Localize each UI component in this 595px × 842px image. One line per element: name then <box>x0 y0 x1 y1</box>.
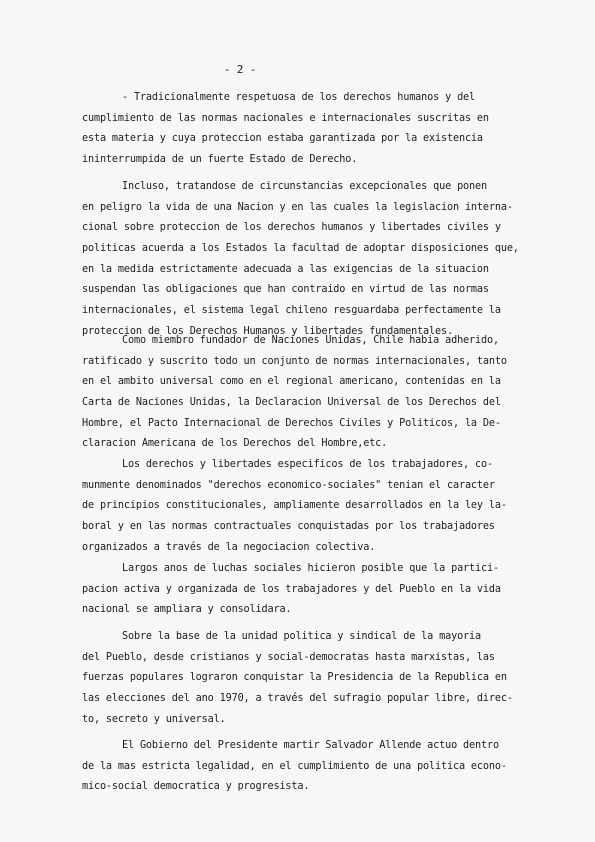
text-line: boral y en las normas contractuales conquistadas por los trabajadores <box>82 521 495 533</box>
text-line: cumplimiento de las normas nacionales e internacionales suscritas en <box>82 112 489 124</box>
paragraph-workers-rights <box>82 455 522 558</box>
paragraph-allende-government <box>82 736 522 798</box>
text-line: esta materia y cuya proteccion estaba garantizada por la existencia <box>82 133 483 145</box>
text-line: ratificado y suscrito todo un conjunto de normas internacionales, tanto <box>82 355 507 367</box>
text-line: en el ambito universal como en el regional americano, contenidas en la <box>82 376 501 388</box>
text-line: nacional se ampliara y consolidara. <box>82 604 292 616</box>
text-line: Hombre, el Pacto Internacional de Derechos Civiles y Politicos, la De- <box>82 417 501 429</box>
paragraph-political-unity <box>82 627 522 730</box>
text-line: internacionales, el sistema legal chileno resguardaba perfectamente la <box>82 305 501 317</box>
paragraph-united-nations <box>82 331 522 455</box>
paragraph-social-struggles <box>82 559 522 621</box>
paragraph-exceptional-circumstances <box>82 177 522 343</box>
page-number: - 2 - <box>223 63 257 76</box>
text-line: en la medida estrictamente adecuada a las exigencias de la situacion <box>82 263 489 275</box>
text-line: fuerzas populares lograron conquistar la Presidencia de la Republica en <box>82 672 507 684</box>
text-line: munmente denominados "derechos economico-sociales" tenian el caracter <box>82 479 495 491</box>
text-line: Los derechos y libertades especificos de los trabajadores, co- <box>122 459 493 470</box>
text-line: en peligro la vida de una Nacion y en las cuales la legislacion interna- <box>82 201 513 213</box>
text-line: El Gobierno del Presidente martir Salvador Allende actuo dentro <box>122 740 499 751</box>
text-line: politicas acuerda a los Estados la facultad de adoptar disposiciones que, <box>82 243 519 255</box>
text-line: del Pueblo, desde cristianos y social-democratas hasta marxistas, las <box>82 651 495 663</box>
text-line: las elecciones del ano 1970, a través del sufragio popular libre, direc- <box>82 693 513 705</box>
text-line: - Tradicionalmente respetuosa de los derechos humanos y del <box>122 92 476 103</box>
text-line: Como miembro fundador de Naciones Unidas, Chile habia adherido, <box>122 335 499 346</box>
text-line: cional sobre proteccion de los derechos humanos y libertades civiles y <box>82 222 501 234</box>
paragraph-tradition <box>82 88 522 171</box>
text-line: claracion Americana de los Derechos del Hombre,etc. <box>82 438 388 450</box>
text-line: mico-social democratica y progresista. <box>82 781 310 793</box>
text-line: de principios constitucionales, ampliamente desarrollados en la ley la- <box>82 500 507 512</box>
text-line: proteccion de los Derechos Humanos y libertades fundamentales. <box>82 325 453 337</box>
text-line: pacion activa y organizada de los trabajadores y del Pueblo en la vida <box>82 583 501 595</box>
text-line: ininterrumpida de un fuerte Estado de Derecho. <box>82 154 358 166</box>
text-line: Sobre la base de la unidad politica y sindical de la mayoria <box>122 631 482 642</box>
text-line: organizados a través de la negociacion colectiva. <box>82 541 376 553</box>
text-line: de la mas estricta legalidad, en el cumplimiento de una politica econo- <box>82 760 507 772</box>
text-line: to, secreto y universal. <box>82 713 226 725</box>
text-line: Incluso, tratandose de circunstancias excepcionales que ponen <box>122 181 487 192</box>
text-line: Largos anos de luchas sociales hicieron posible que la partici- <box>122 563 499 574</box>
text-line: Carta de Naciones Unidas, la Declaracion Universal de los Derechos del <box>82 397 501 409</box>
text-line: suspendan las obligaciones que han contraido en virtud de las normas <box>82 284 489 296</box>
